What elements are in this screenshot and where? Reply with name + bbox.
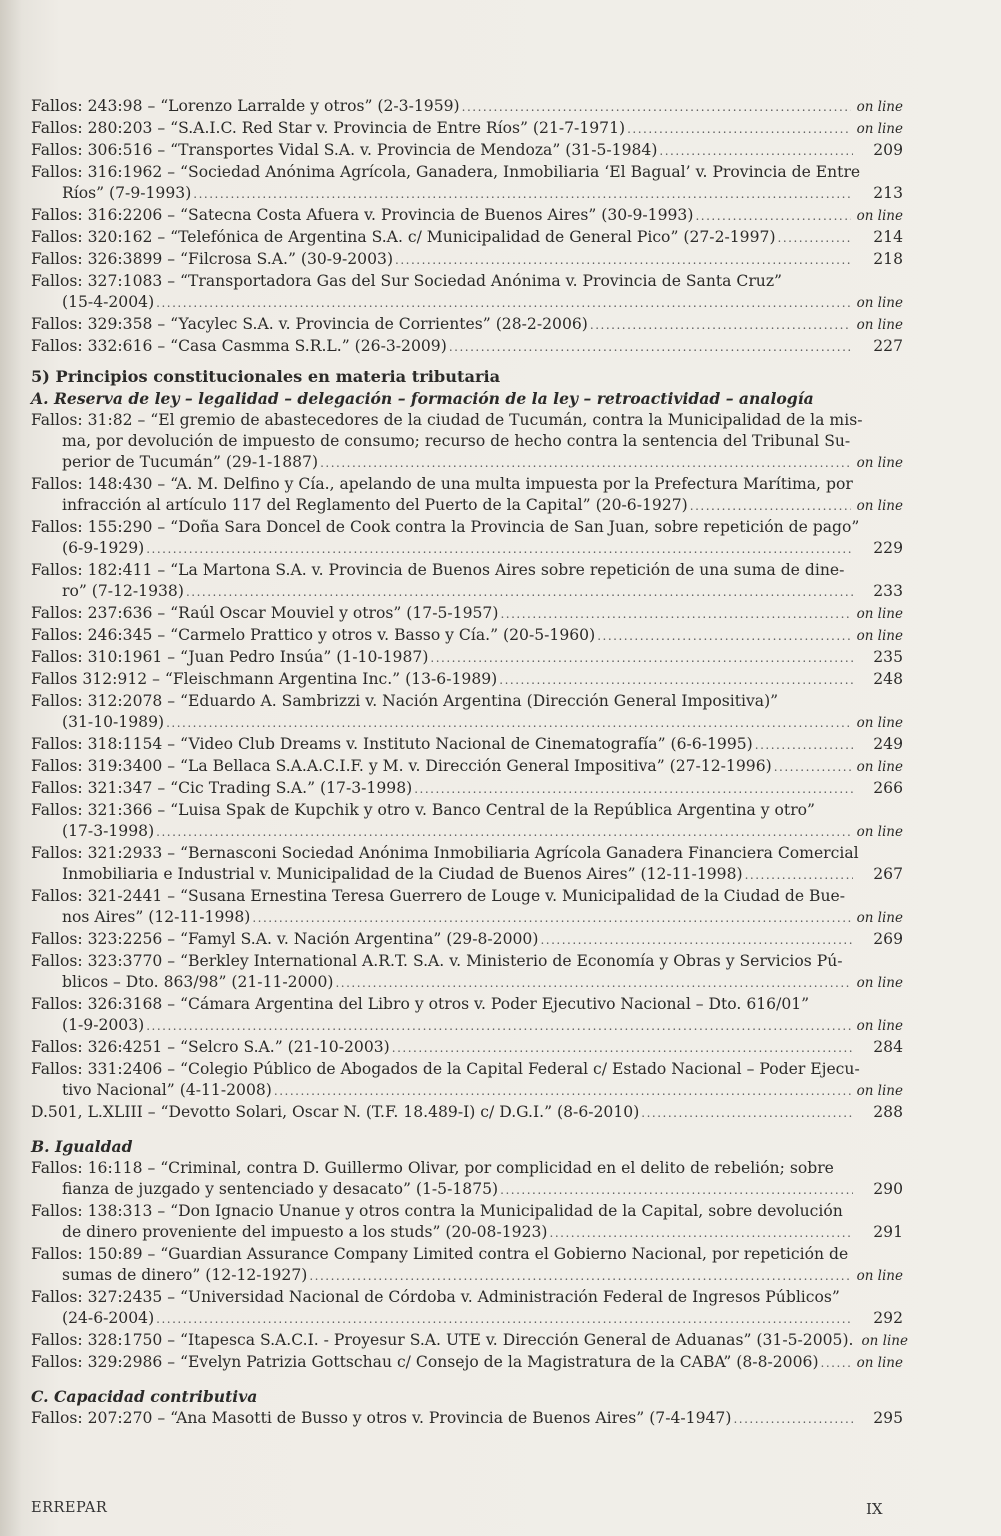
toc-entry-page: on line <box>856 1083 903 1099</box>
toc-entry <box>31 118 903 140</box>
toc-entry-text: Fallos: 182:411 – “La Martona S.A. v. Provincia de Buenos Aires sobre repetición de una suma de dine- <box>31 561 845 579</box>
toc-entry-text: Fallos: 207:270 – “Ana Masotti de Busso y otros v. Provincia de Buenos Aires” (7-4-1947) <box>31 1409 732 1427</box>
toc-entry <box>31 603 903 625</box>
toc-entry-text: fianza de juzgado y sentenciado y desacato” (1-5-1875) <box>62 1180 499 1198</box>
leader-dots <box>156 293 850 314</box>
toc-entry-text: (6-9-1929) <box>62 539 145 557</box>
toc-entry-text: Fallos: 319:3400 – “La Bellaca S.A.A.C.I.F. y M. v. Dirección General Impositiva” (27-12-1996) <box>31 757 772 775</box>
toc-entry-text: (24-6-2004) <box>62 1309 155 1327</box>
leader-dots <box>540 930 853 951</box>
toc-entry-text: (1-9-2003) <box>62 1016 145 1034</box>
toc-entry <box>31 691 903 734</box>
leader-dots <box>146 539 853 560</box>
subsection-heading-c: C. Capacidad contributiva <box>31 1387 258 1406</box>
toc-entry <box>31 1352 903 1374</box>
toc-entry-page: 214 <box>873 228 903 246</box>
toc-entry-page: 233 <box>873 582 903 600</box>
toc-entry-text: ma, por devolución de impuesto de consumo; recurso de hecho contra la sentencia del Tribunal Su- <box>62 432 851 450</box>
toc-entry-text: sumas de dinero” (12-12-1927) <box>62 1266 308 1284</box>
toc-entry-page: on line <box>856 498 903 514</box>
leader-dots <box>156 1309 853 1330</box>
toc-entry-text: Fallos: 328:1750 – “Itapesca S.A.C.I. - Proyesur S.A. UTE v. Dirección General de Aduanas” (31-5-2005). <box>31 1331 854 1349</box>
toc-entry-page: 235 <box>873 648 903 666</box>
toc-entry <box>31 314 903 336</box>
toc-entry-text: Fallos: 310:1961 – “Juan Pedro Insúa” (1-10-1987) <box>31 648 429 666</box>
toc-entry-page: on line <box>856 715 903 731</box>
leader-dots <box>778 228 853 249</box>
subsection-heading-b: B. Igualdad <box>31 1137 133 1156</box>
leader-dots <box>309 1266 850 1287</box>
toc-entry-page: 267 <box>873 865 903 883</box>
toc-entry <box>31 517 903 560</box>
toc-entry <box>31 1158 903 1201</box>
toc-entry-page: 292 <box>873 1309 903 1327</box>
leader-dots <box>500 1180 853 1201</box>
toc-entry-page: on line <box>856 1355 903 1371</box>
toc-entry <box>31 647 903 669</box>
toc-entry-page: on line <box>856 99 903 115</box>
leader-dots <box>641 1103 853 1124</box>
toc-entry-page: 249 <box>873 735 903 753</box>
toc-entry-page: on line <box>856 606 903 622</box>
toc-entry <box>31 929 903 951</box>
toc-entry <box>31 227 903 249</box>
toc-entry <box>31 249 903 271</box>
toc-entry <box>31 886 903 929</box>
toc-entry-text: de dinero proveniente del impuesto a los studs” (20-08-1923) <box>62 1223 548 1241</box>
toc-entry <box>31 96 903 118</box>
toc-entry-page: on line <box>856 1018 903 1034</box>
toc-entry-page: on line <box>861 1333 908 1349</box>
toc-entry-text: Fallos: 316:2206 – “Satecna Costa Afuera v. Provincia de Buenos Aires” (30-9-1993) <box>31 206 694 224</box>
toc-entry-page: on line <box>856 121 903 137</box>
toc-entry <box>31 1330 908 1352</box>
toc-entry-text: Fallos: 329:2986 – “Evelyn Patrizia Gottschau c/ Consejo de la Magistratura de la CABA” (8-8-2006) <box>31 1353 819 1371</box>
toc-entry-text: Fallos: 280:203 – “S.A.I.C. Red Star v. Provincia de Entre Ríos” (21-7-1971) <box>31 119 626 137</box>
leader-dots <box>193 184 853 205</box>
toc-entry-text: ro” (7-12-1938) <box>62 582 184 600</box>
toc-entry <box>31 1244 903 1287</box>
toc-entry-text: Fallos: 321:366 – “Luisa Spak de Kupchik y otro v. Banco Central de la República Argentina y otro” <box>31 801 816 819</box>
toc-entry <box>31 162 903 205</box>
toc-entry-text: Fallos: 321:347 – “Cic Trading S.A.” (17-3-1998) <box>31 779 413 797</box>
table-of-contents <box>31 96 908 1430</box>
toc-entry <box>31 734 903 756</box>
toc-entry-text: Fallos 312:912 – “Fleischmann Argentina Inc.” (13-6-1989) <box>31 670 498 688</box>
toc-entry-text: Fallos: 237:636 – “Raúl Oscar Mouviel y otros” (17-5-1957) <box>31 604 499 622</box>
toc-entry <box>31 336 903 358</box>
toc-entry-page: on line <box>856 910 903 926</box>
leader-dots <box>449 337 853 358</box>
toc-entry-page: 266 <box>873 779 903 797</box>
toc-entry-page: 209 <box>873 141 903 159</box>
toc-group-top <box>31 96 903 358</box>
toc-entry-text: Fallos: 327:2435 – “Universidad Nacional de Córdoba v. Administración Federal de Ingresos Públicos” <box>31 1288 840 1306</box>
toc-entry <box>31 140 903 162</box>
toc-entry-page: 291 <box>873 1223 903 1241</box>
toc-entry-text: Fallos: 329:358 – “Yacylec S.A. v. Provincia de Corrientes” (28-2-2006) <box>31 315 588 333</box>
leader-dots <box>166 713 850 734</box>
footer-publisher: ERREPAR <box>31 1500 108 1516</box>
toc-entry-text: Fallos: 326:3899 – “Filcrosa S.A.” (30-9-2003) <box>31 250 394 268</box>
toc-entry-text: Fallos: 320:162 – “Telefónica de Argentina S.A. c/ Municipalidad de General Pico” (27-2-1997) <box>31 228 776 246</box>
toc-entry-text: infracción al artículo 117 del Reglamento del Puerto de la Capital” (20-6-1927) <box>62 496 688 514</box>
toc-entry-page: on line <box>856 208 903 224</box>
leader-dots <box>414 779 853 800</box>
toc-entry-text: Fallos: 326:3168 – “Cámara Argentina del Libro y otros v. Poder Ejecutivo Nacional – Dto. 616/01” <box>31 995 810 1013</box>
leader-dots <box>774 757 851 778</box>
toc-entry-text: Fallos: 327:1083 – “Transportadora Gas del Sur Sociedad Anónima v. Provincia de Santa Cruz” <box>31 272 783 290</box>
toc-entry-page: 218 <box>873 250 903 268</box>
toc-entry-text: Fallos: 31:82 – “El gremio de abastecedores de la ciudad de Tucumán, contra la Municipalidad de la mis- <box>31 411 863 429</box>
toc-entry-text: Inmobiliaria e Industrial v. Municipalidad de la Ciudad de Buenos Aires” (12-11-1998) <box>62 865 743 883</box>
leader-dots <box>695 206 850 227</box>
toc-entry-page: 269 <box>873 930 903 948</box>
toc-entry-page: on line <box>856 455 903 471</box>
toc-group-b <box>31 1158 908 1374</box>
toc-entry-page: 284 <box>873 1038 903 1056</box>
leader-dots <box>500 604 850 625</box>
toc-entry <box>31 669 903 691</box>
toc-entry-page: 288 <box>873 1103 903 1121</box>
leader-dots <box>597 626 850 647</box>
leader-dots <box>590 315 851 336</box>
leader-dots <box>821 1353 851 1374</box>
toc-entry-text: (17-3-1998) <box>62 822 155 840</box>
toc-entry-page: on line <box>856 824 903 840</box>
toc-entry-text: Fallos: 326:4251 – “Selcro S.A.” (21-10-2003) <box>31 1038 390 1056</box>
toc-entry-text: Fallos: 155:290 – “Doña Sara Doncel de Cook contra la Provincia de San Juan, sobre repetición de pago” <box>31 518 860 536</box>
toc-entry-page: on line <box>856 628 903 644</box>
leader-dots <box>186 582 853 603</box>
toc-group-a <box>31 410 903 1124</box>
toc-entry <box>31 410 903 474</box>
toc-entry <box>31 1059 903 1102</box>
toc-entry <box>31 756 903 778</box>
leader-dots <box>430 648 853 669</box>
leader-dots <box>690 496 851 517</box>
toc-entry <box>31 951 903 994</box>
leader-dots <box>659 141 853 162</box>
leader-dots <box>395 250 853 271</box>
toc-entry <box>31 560 903 603</box>
toc-entry-text: (31-10-1989) <box>62 713 165 731</box>
toc-entry <box>31 1287 903 1330</box>
toc-entry-text: Fallos: 323:3770 – “Berkley International A.R.T. S.A. v. Ministerio de Economía y Obras y Servicios Pú- <box>31 952 843 970</box>
toc-entry-page: on line <box>856 975 903 991</box>
toc-entry-text: Fallos: 246:345 – “Carmelo Prattico y otros v. Basso y Cía.” (20-5-1960) <box>31 626 596 644</box>
leader-dots <box>462 97 851 118</box>
toc-entry-text: (15-4-2004) <box>62 293 155 311</box>
toc-entry <box>31 625 903 647</box>
toc-entry-page: on line <box>856 1268 903 1284</box>
toc-entry-text: Fallos: 150:89 – “Guardian Assurance Company Limited contra el Gobierno Nacional, por repetición de <box>31 1245 849 1263</box>
toc-entry <box>31 205 903 227</box>
section-heading-5: 5) Principios constitucionales en materia tributaria <box>31 367 501 386</box>
toc-entry-page: 213 <box>873 184 903 202</box>
toc-entry <box>31 271 903 314</box>
toc-entry-text: D.501, L.XLIII – “Devotto Solari, Oscar N. (T.F. 18.489-I) c/ D.G.I.” (8-6-2010) <box>31 1103 640 1121</box>
leader-dots <box>252 908 850 929</box>
toc-entry-text: tivo Nacional” (4-11-2008) <box>62 1081 272 1099</box>
toc-group-c <box>31 1408 903 1430</box>
toc-entry <box>31 1408 903 1430</box>
subsection-heading-a: A. Reserva de ley – legalidad – delegación – formación de la ley – retroactividad – analogía <box>31 389 814 408</box>
toc-entry-text: Fallos: 138:313 – “Don Ignacio Unanue y otros contra la Municipalidad de la Capital, sobre devolución <box>31 1202 843 1220</box>
toc-entry <box>31 1037 903 1059</box>
toc-entry <box>31 843 903 886</box>
toc-entry-text: Fallos: 323:2256 – “Famyl S.A. v. Nación Argentina” (29-8-2000) <box>31 930 539 948</box>
toc-entry-text: Fallos: 306:516 – “Transportes Vidal S.A. v. Provincia de Mendoza” (31-5-1984) <box>31 141 658 159</box>
toc-entry-text: Ríos” (7-9-1993) <box>62 184 192 202</box>
leader-dots <box>755 735 853 756</box>
toc-entry-page: on line <box>856 317 903 333</box>
leader-dots <box>627 119 850 140</box>
toc-entry-text: Fallos: 332:616 – “Casa Casmma S.R.L.” (26-3-2009) <box>31 337 447 355</box>
leader-dots <box>335 973 850 994</box>
leader-dots <box>499 670 853 691</box>
toc-entry-text: Fallos: 318:1154 – “Video Club Dreams v. Instituto Nacional de Cinematografía” (6-6-1995) <box>31 735 753 753</box>
leader-dots <box>392 1038 853 1059</box>
toc-entry <box>31 994 903 1037</box>
toc-entry-page: on line <box>856 295 903 311</box>
toc-entry-text: Fallos: 321-2441 – “Susana Ernestina Teresa Guerrero de Louge v. Municipalidad de la Ciudad de Bue- <box>31 887 846 905</box>
toc-entry <box>31 778 903 800</box>
toc-entry-page: 227 <box>873 337 903 355</box>
footer-page-number: IX <box>866 1500 883 1518</box>
leader-dots <box>320 453 851 474</box>
toc-entry-text: Fallos: 243:98 – “Lorenzo Larralde y otros” (2-3-1959) <box>31 97 460 115</box>
toc-entry-text: blicos – Dto. 863/98” (21-11-2000) <box>62 973 334 991</box>
toc-entry-page: 248 <box>873 670 903 688</box>
toc-entry-text: Fallos: 16:118 – “Criminal, contra D. Guillermo Olivar, por complicidad en el delito de rebelión; sobre <box>31 1159 834 1177</box>
leader-dots <box>156 822 850 843</box>
toc-entry-page: 295 <box>873 1409 903 1427</box>
toc-entry-text: nos Aires” (12-11-1998) <box>62 908 251 926</box>
toc-entry-text: Fallos: 316:1962 – “Sociedad Anónima Agrícola, Ganadera, Inmobiliaria ‘El Bagual’ v. Provincia de Entre <box>31 163 861 181</box>
toc-entry-page: 290 <box>873 1180 903 1198</box>
toc-entry-text: Fallos: 321:2933 – “Bernasconi Sociedad Anónima Inmobiliaria Agrícola Ganadera Financiera Comercial <box>31 844 859 862</box>
leader-dots <box>146 1016 850 1037</box>
leader-dots <box>733 1409 853 1430</box>
toc-entry-text: perior de Tucumán” (29-1-1887) <box>62 453 319 471</box>
toc-entry <box>31 1201 903 1244</box>
leader-dots <box>745 865 853 886</box>
toc-entry-page: on line <box>856 759 903 775</box>
toc-entry-text: Fallos: 331:2406 – “Colegio Público de Abogados de la Capital Federal c/ Estado Nacional – Poder Ejecu- <box>31 1060 860 1078</box>
toc-entry <box>31 800 903 843</box>
leader-dots <box>274 1081 851 1102</box>
toc-entry-text: Fallos: 148:430 – “A. M. Delfino y Cía., apelando de una multa impuesta por la Prefectura Marítima, por <box>31 475 853 493</box>
toc-entry <box>31 474 903 517</box>
leader-dots <box>550 1223 853 1244</box>
toc-entry-text: Fallos: 312:2078 – “Eduardo A. Sambrizzi v. Nación Argentina (Dirección General Impositiva)” <box>31 692 779 710</box>
toc-entry-page: 229 <box>873 539 903 557</box>
toc-entry <box>31 1102 903 1124</box>
